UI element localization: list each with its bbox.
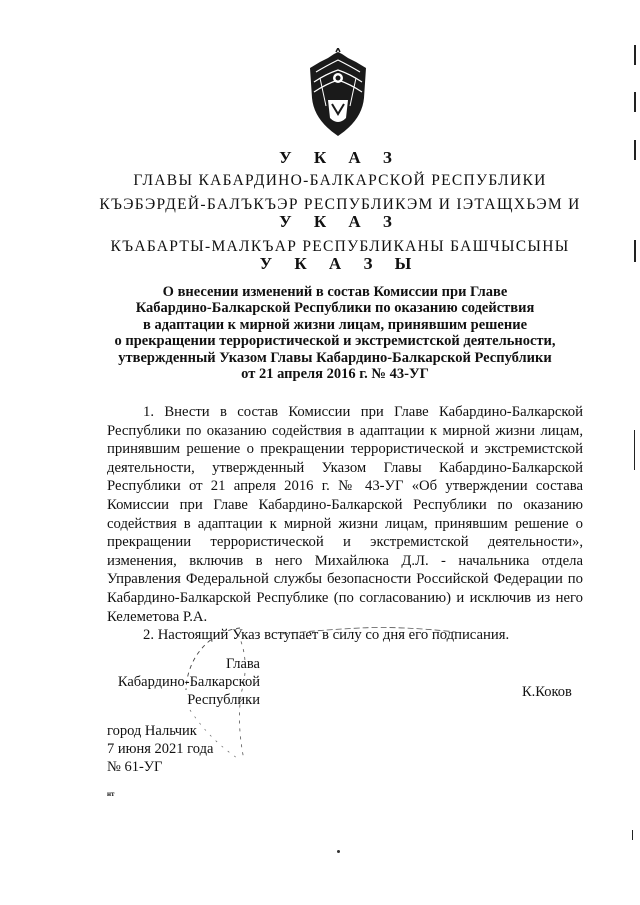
title-line: от 21 апреля 2016 г. № 43-УГ xyxy=(241,366,429,383)
paragraph-2: 2. Настоящий Указ вступает в силу со дня его подписания. xyxy=(143,627,510,644)
scan-edge-mark xyxy=(634,45,636,65)
signer-name: К.Коков xyxy=(522,684,572,700)
issue-date: 7 июня 2021 года xyxy=(107,741,214,757)
issuer-line-kbd: КЪЭБЭРДЕЙ-БАЛЪКЪЭР РЕСПУБЛИКЭМ И ІЭТАЩХЬЭМ И xyxy=(99,196,581,213)
scan-edge-mark xyxy=(634,92,636,112)
decree-heading-krc: У К А З Ы xyxy=(259,254,421,273)
scan-edge-mark xyxy=(634,140,636,160)
title-line: утвержденный Указом Главы Кабардино-Балкарской Республики xyxy=(118,349,552,366)
decree-body xyxy=(107,403,583,645)
decree-footer xyxy=(107,722,213,776)
scan-edge-mark xyxy=(632,830,633,840)
signer-position xyxy=(100,655,260,709)
issuer-line-krc: КЪАБАРТЫ-МАЛКЪАР РЕСПУБЛИКАНЫ БАШЧЫСЫНЫ xyxy=(110,238,570,255)
title-line: в адаптации к мирной жизни лицам, принявшим решение xyxy=(142,316,528,333)
issuer-line-ru: ГЛАВЫ КАБАРДИНО-БАЛКАРСКОЙ РЕСПУБЛИКИ xyxy=(133,172,547,189)
decree-heading-kbd: У К А З xyxy=(279,212,401,231)
scan-edge-mark xyxy=(634,240,636,262)
signature-stroke xyxy=(280,620,460,640)
issue-city: город Нальчик xyxy=(107,723,197,739)
scan-edge-mark xyxy=(634,430,635,470)
decree-heading-ru: У К А З xyxy=(279,148,401,167)
paragraph-1: 1. Внести в состав Комиссии при Главе Кабардино-Балкарской Республики по оказанию содействия в адаптации к мирной жизни лицам, принявшим решение о прекращении террористической и экстремистской деятельности, утвержденный Указом Главы Кабардино-Балкарской Республики от 21 апреля 2016 г. № 43-УГ «Об утверждении состава Комиссии при Главе Кабардино-Балкарской Республики по оказанию содействия в адаптации к мирной жизни лицам, принявшим решение о прекращении террористической и экстремистской деятельности», изменения, включив в него Михайлюка Д.Л. - начальника отдела Управления Федеральной службы безопасности Российской Федерации по Кабардино-Балкарской Республике (по согласованию) и исключив из него Келеметова Р.А. xyxy=(107,404,583,625)
position-line: Республики xyxy=(187,692,260,708)
title-line: о прекращении террористической и экстремистской деятельности, xyxy=(114,333,556,350)
title-line: О внесении изменений в состав Комиссии при Главе xyxy=(162,284,508,300)
title-line: Кабардино-Балкарской Республики по оказанию содействия xyxy=(135,300,535,317)
scan-speck xyxy=(337,850,340,853)
document-title xyxy=(110,284,560,382)
decree-number: № 61-УГ xyxy=(107,759,163,775)
coat-of-arms-icon xyxy=(306,48,370,140)
executor-initials: нт xyxy=(107,790,115,798)
position-line: Кабардино-Балкарской xyxy=(117,674,260,690)
position-line: Глава xyxy=(225,656,260,672)
